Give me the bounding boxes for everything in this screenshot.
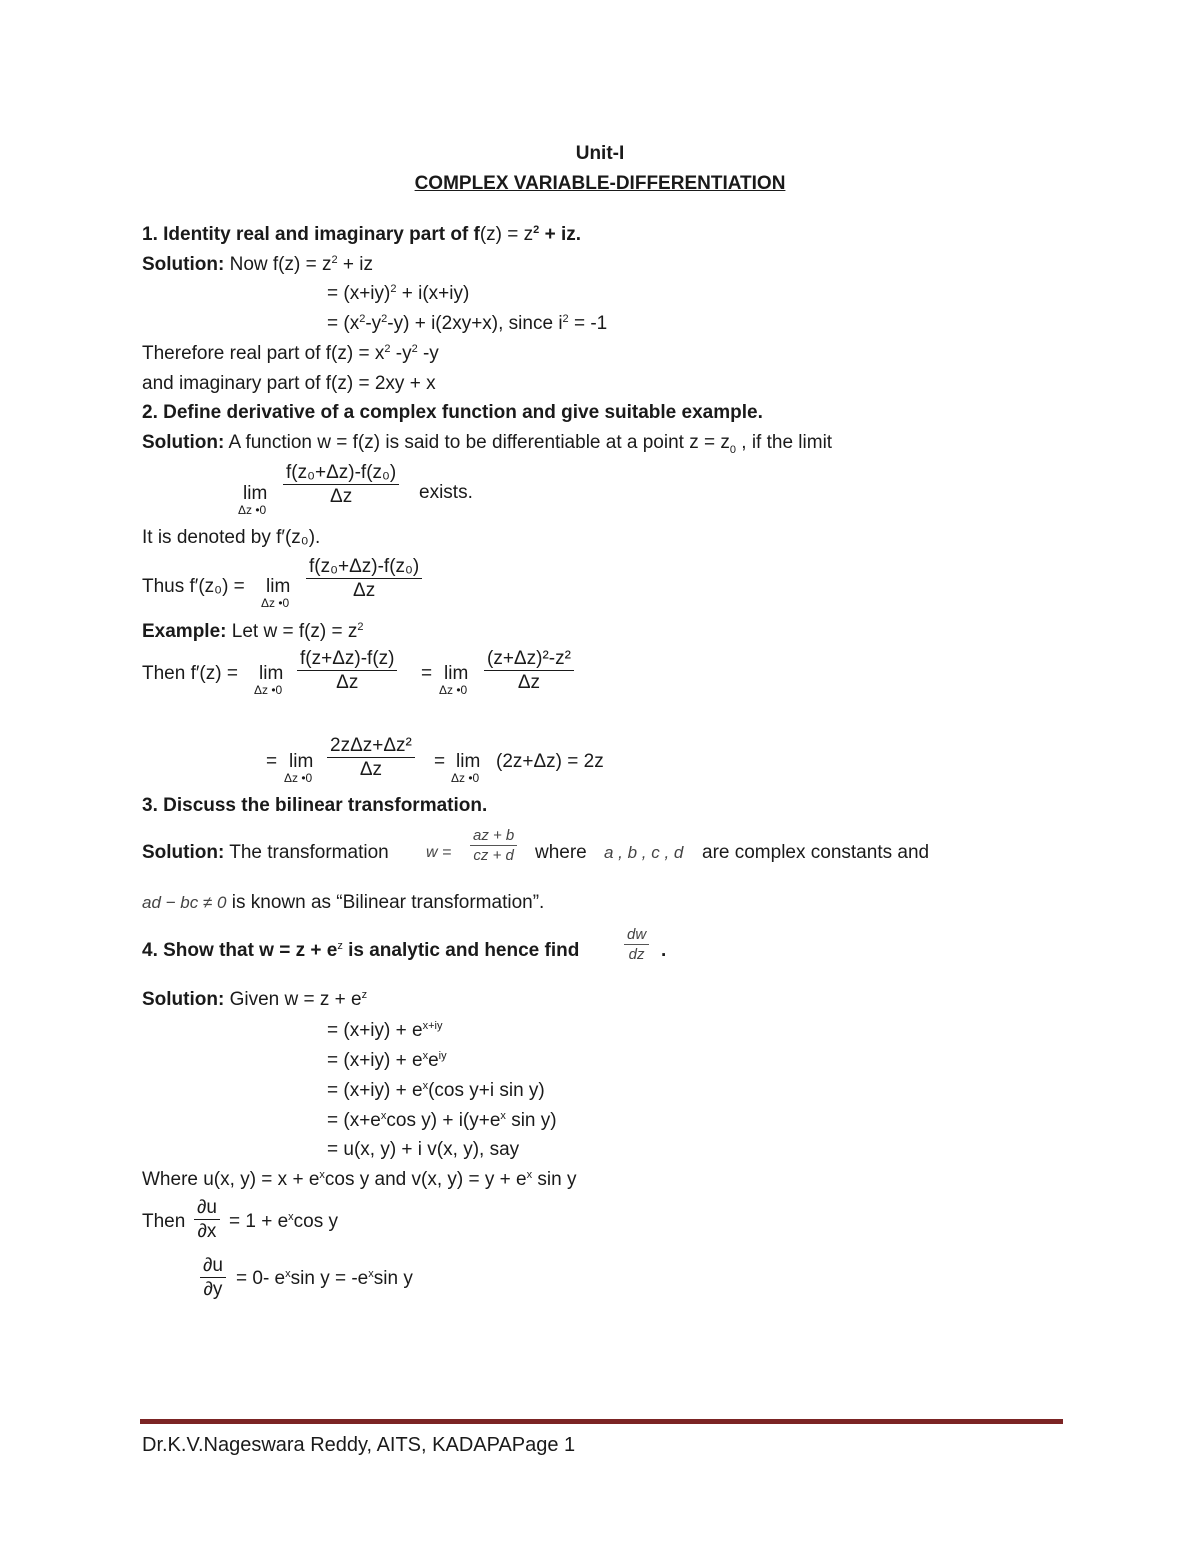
q4-step-1: = $(x+iy) + e^{x+iy}$ (327, 1020, 443, 1041)
lim-4-sub: Δz •0 (439, 683, 468, 697)
question-3: 3. Discuss the bilinear transformation. (142, 795, 488, 816)
equals-2: = (266, 751, 278, 772)
lim-3: lim (259, 663, 284, 684)
lim-4: lim (444, 663, 469, 684)
then-label: Then (142, 1211, 186, 1232)
exists-text: exists. (419, 482, 473, 503)
example-line: Example: Let $w = f(z) = z^2$ (142, 621, 364, 642)
q4-solution: Solution: Given $w = z + e^z$ (142, 989, 368, 1010)
lim-2: lim (266, 576, 291, 597)
thus-text: Thus f′(z₀) = (142, 576, 245, 597)
q1-real-part: Therefore real part of $f(z) = x^2$ $-y^2$ -y (142, 343, 439, 364)
denoted-text: It is denoted by f′(z₀). (142, 527, 321, 548)
q4-step-3: = $(x+iy) + e^x(\cos$ y+i sin y) (327, 1080, 545, 1101)
definition-fraction: $\frac{\text{f(z₀+Δz)-f(z₀)}}{\Delta z}$ (283, 462, 399, 509)
q1-step-2: = $(x^2-y^2-y) + i(2xy+x)$, since $i^2 = -1$ (327, 313, 608, 334)
du-dx-result: = $1 + e^x\cos$ y (229, 1211, 339, 1232)
then-text: Then f′(z) = (142, 663, 238, 684)
footer-rule (140, 1419, 1063, 1424)
lim-1: lim (243, 483, 268, 504)
q4-step-4: = ($x+e^x\cos$ $y) + i(y+e^x$ sin y) (327, 1110, 557, 1131)
q4-step-2: = $(x+iy) + e^xe^{iy}$ (327, 1050, 447, 1071)
q4-where: Where u(x, $y) = x + e^x\cos$ y and v(x, $y) = y + e^x$ sin y (142, 1169, 577, 1190)
lim-6-sub: Δz •0 (451, 771, 480, 785)
example-fraction-1: $\frac{f(z+\Delta z)-f(z)}{\Delta z}$ (297, 648, 397, 695)
question-4: 4. Show that $w = z + e^z$ is analytic and hence find (142, 940, 580, 961)
example-result: (2z+Δz) = 2z (496, 751, 604, 772)
bilinear-fraction: $\frac{az + b}{cz + d}$ (470, 827, 517, 866)
q1-imaginary-part: and imaginary part of f(z) = 2xy + x (142, 373, 436, 394)
q1-step-1: = $(x+iy)^2 + i(x+iy)$ (327, 283, 470, 304)
du-dy-fraction: $\frac{\partial u}{\partial y}$ (200, 1255, 226, 1302)
lim-3-sub: Δz •0 (254, 683, 283, 697)
q2-solution: Solution: A function w = f(z) is said to be differentiable at a point $z = z_0$ , if the limit (142, 432, 833, 456)
footer-text: Dr.K.V.Nageswara Reddy, AITS, KADAPAPage 1 (142, 1434, 576, 1456)
du-dx-fraction: $\frac{\partial u}{\partial x}$ (194, 1197, 220, 1244)
document-title: COMPLEX VARIABLE-DIFFERENTIATION (414, 173, 786, 194)
equals-1: = (421, 663, 433, 684)
q4-period: . (661, 940, 667, 961)
example-fraction-2: $\frac{\text{(z+Δz)²-z²}}{\Delta z}$ (484, 648, 574, 695)
question-2: 2. Define derivative of a complex function and give suitable example. (142, 402, 763, 423)
lim-5: lim (289, 751, 314, 772)
lim-6: lim (456, 751, 481, 772)
w-equals: w = (426, 844, 452, 861)
du-dy-result: = 0- $e^x\sin$ $y = -e^x\sin$ y (236, 1268, 413, 1289)
equals-3: = (434, 751, 446, 772)
thus-fraction: $\frac{\text{f(z₀+Δz)-f(z₀)}}{\Delta z}$ (306, 556, 422, 603)
q1-solution: Solution: Now $f(z) = z^2$ + iz (142, 254, 373, 275)
q3-solution: Solution: The transformation (142, 842, 389, 863)
question-1: 1. Identity real and imaginary part of $f(z) = z^2$ + iz. (142, 224, 582, 245)
lim-1-sub: Δz •0 (238, 503, 267, 517)
q4-step-5: = u(x, y) + i v(x, y), say (327, 1139, 520, 1160)
constants-post: are complex constants and (702, 842, 930, 863)
lim-2-sub: Δz •0 (261, 596, 290, 610)
example-fraction-3: 2zΔz+Δz² Δz (327, 735, 415, 782)
unit-heading: Unit-I (575, 143, 625, 164)
q3-condition-line: ad − bc ≠ 0 is known as “Bilinear transformation”. (142, 892, 545, 913)
dw-dz-fraction: $\frac{dw}{dz}$ (624, 926, 649, 965)
constants: a , b , c , d (604, 843, 684, 862)
where-text: where (535, 842, 587, 863)
lim-5-sub: Δz •0 (284, 771, 313, 785)
